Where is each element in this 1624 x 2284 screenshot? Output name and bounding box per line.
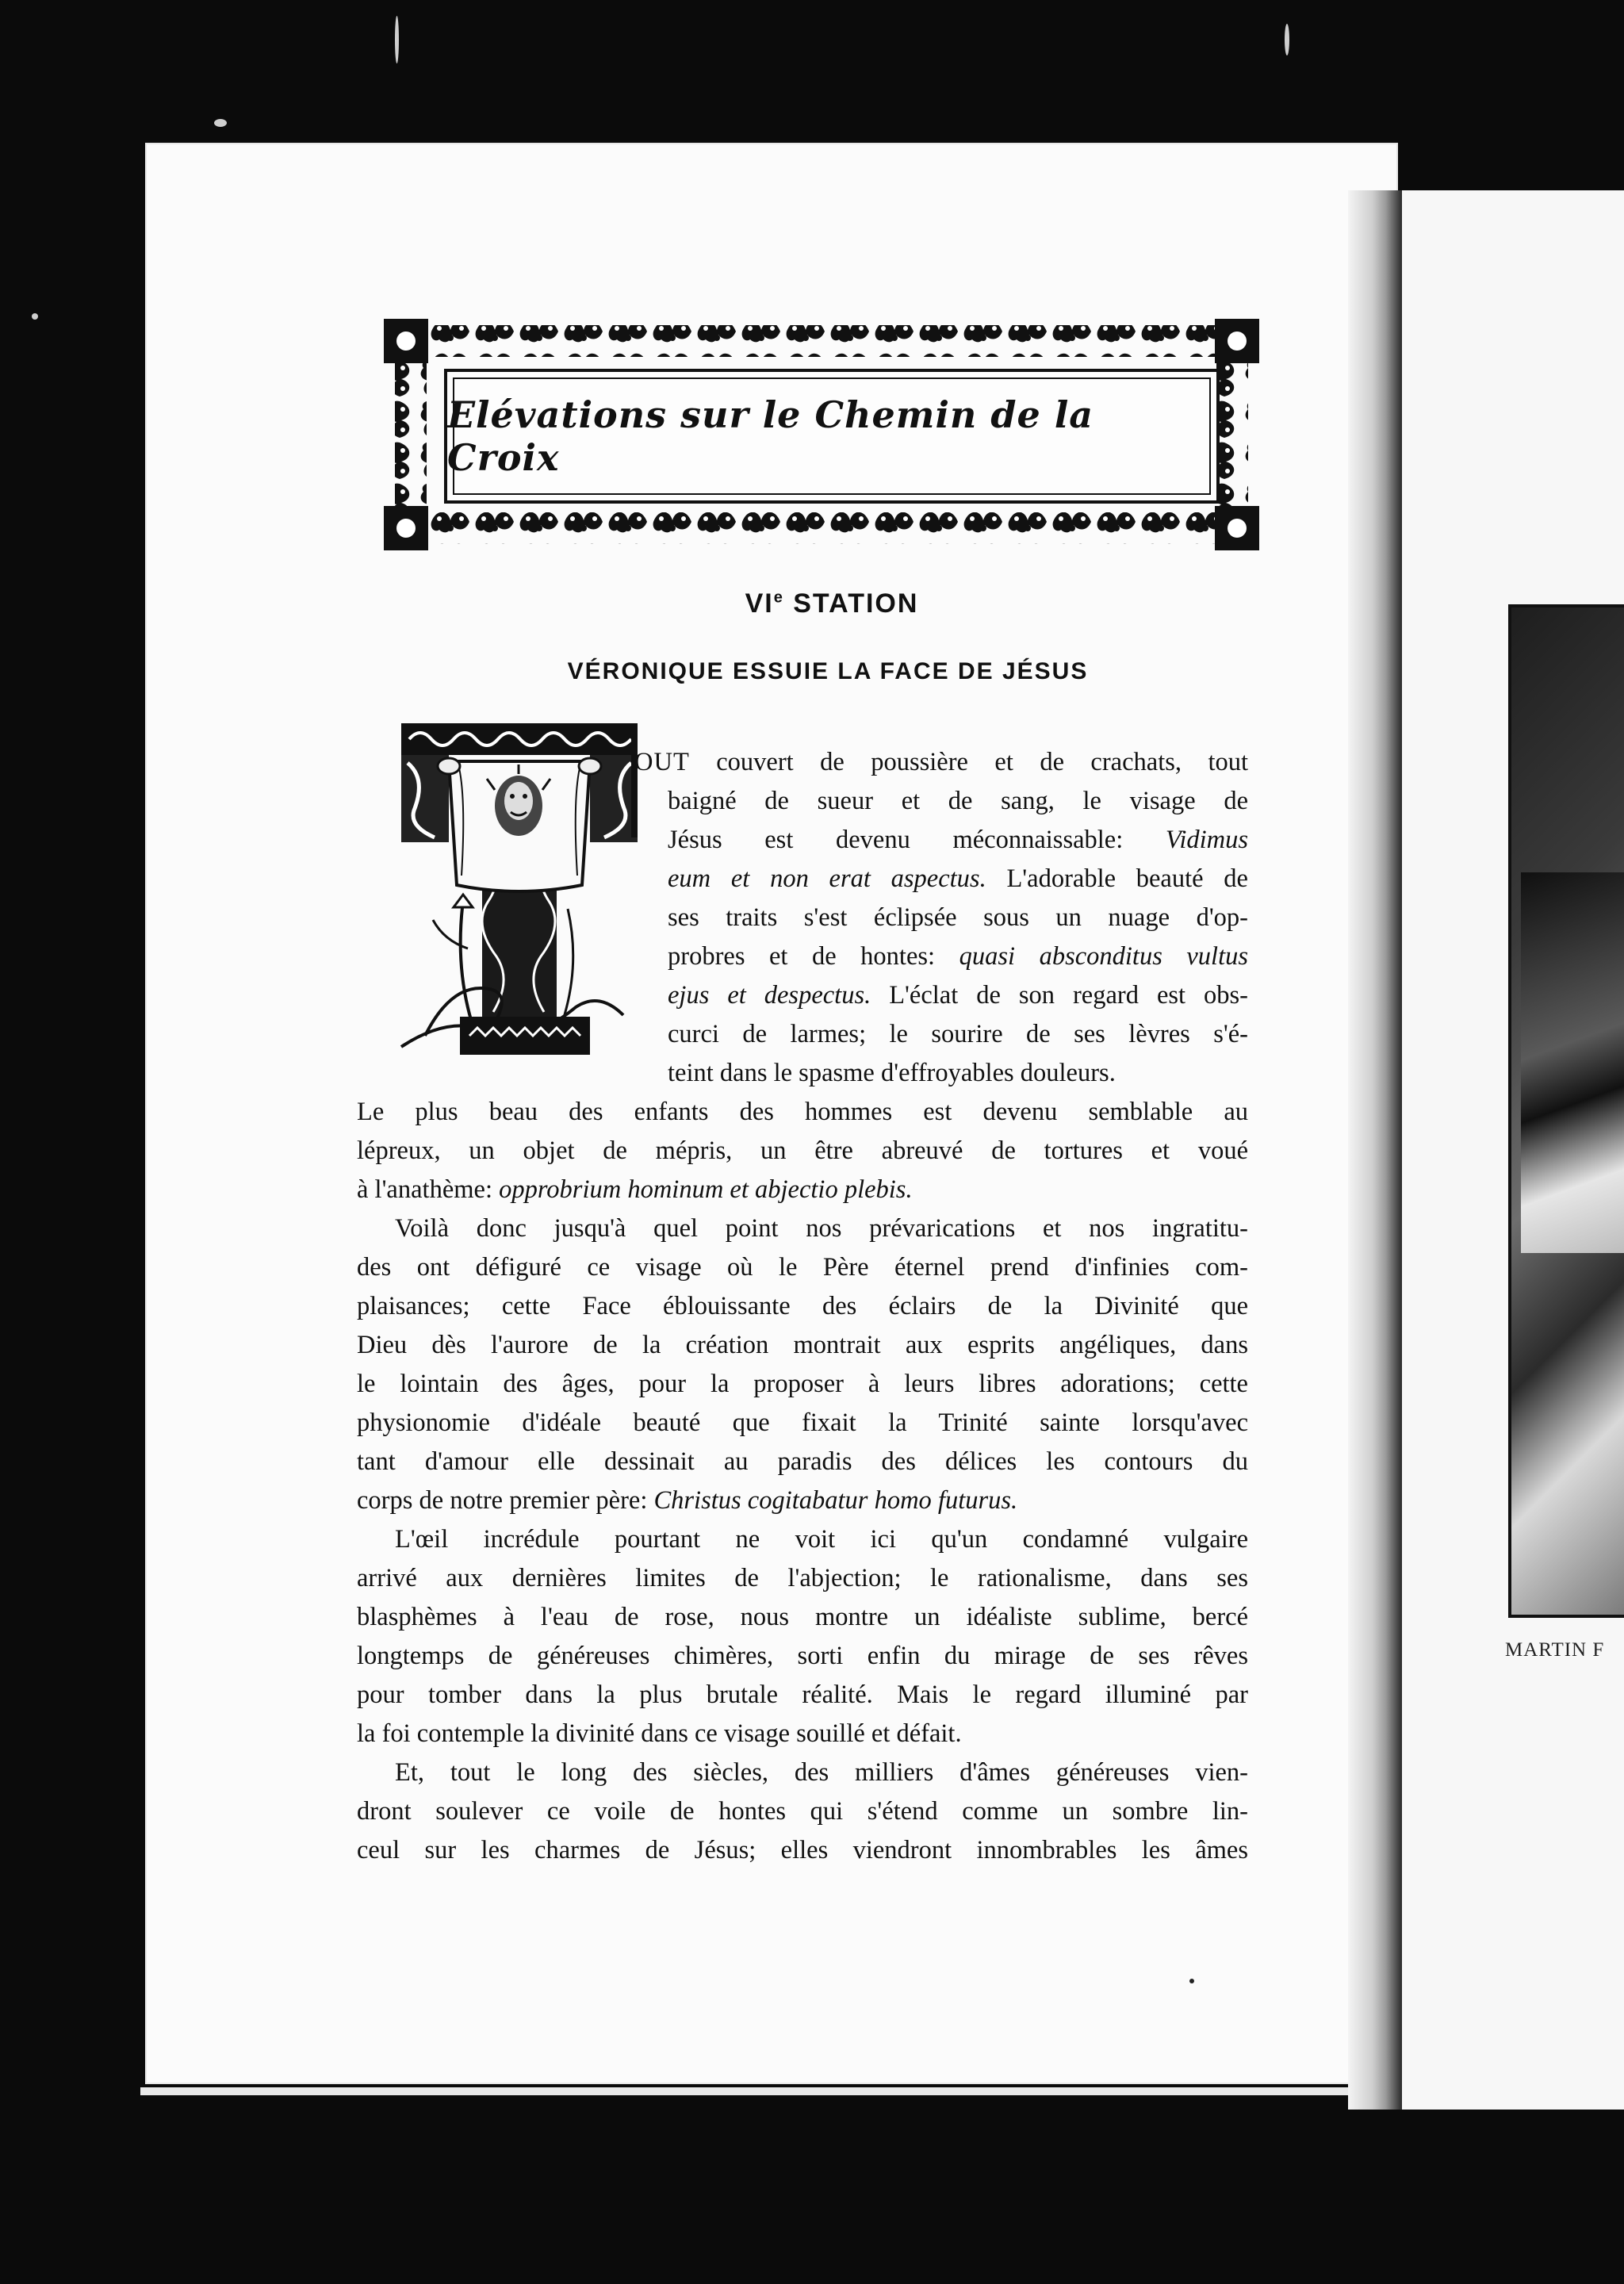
body-line — [668, 979, 1248, 1011]
scan-speck — [32, 313, 38, 320]
body-line — [357, 1407, 1248, 1439]
body-text-segment: physionomie d'idéale beauté que fixait la Trinité sainte lorsqu'avec — [357, 1408, 1248, 1437]
body-text-segment: blasphèmes à l'eau de rose, nous montre un idéaliste sublime, bercé — [357, 1603, 1248, 1631]
body-text-segment: Dieu dès l'aurore de la création montrait aux esprits angéliques, dans — [357, 1331, 1248, 1359]
body-text-segment: la foi contemple la divinité dans ce visage souillé et défait. — [357, 1719, 962, 1748]
latin-quotation: quasi absconditus vultus — [959, 942, 1249, 971]
body-line — [357, 1485, 1248, 1516]
body-text-segment: longtemps de généreuses chimères, sorti enfin du mirage de ses rêves — [357, 1642, 1248, 1670]
body-text-segment: L'œil incrédule pourtant ne voit ici qu'un condamné vulgaire — [395, 1525, 1248, 1554]
body-line — [395, 1757, 1248, 1788]
body-line — [357, 1251, 1248, 1283]
station-heading — [701, 588, 963, 619]
body-text-segment: ses traits s'est éclipsée sous un nuage d'op- — [668, 903, 1248, 932]
latin-quotation: eum et non erat aspectus. — [668, 864, 986, 893]
photo-caption — [1505, 1639, 1624, 1663]
body-text-segment: Le plus beau des enfants des hommes est devenu semblable au — [357, 1098, 1248, 1126]
book-spine — [1348, 190, 1402, 2110]
running-title: Elévations sur le Chemin de la Croix — [447, 393, 1094, 479]
body-text-segment: lépreux, un objet de mépris, un être abreuvé de tortures et voué — [357, 1136, 1248, 1165]
body-text-segment: dront soulever ce voile de hontes qui s'étend comme un sombre lin- — [357, 1797, 1248, 1826]
body-line — [357, 1679, 1248, 1711]
station-word: STATION — [783, 588, 919, 619]
body-line — [357, 1329, 1248, 1361]
running-title-box — [444, 369, 1220, 504]
drop-cap-illustration — [393, 719, 645, 1064]
body-text-segment: plaisances; cette Face éblouissante des éclairs de la Divinité que — [357, 1292, 1248, 1320]
body-line — [634, 746, 1248, 778]
latin-quotation: opprobrium hominum et abjectio plebis. — [499, 1175, 913, 1204]
body-line — [357, 1096, 1248, 1128]
body-text-segment: ceul sur les charmes de Jésus; elles viendront innombrables les âmes — [357, 1836, 1248, 1864]
body-line — [668, 824, 1248, 856]
body-line — [357, 1795, 1248, 1827]
station-numeral: VI — [745, 588, 774, 619]
station-superscript: e — [773, 588, 784, 607]
latin-quotation: Christus cogitabatur homo futurus. — [653, 1486, 1018, 1515]
body-line — [357, 1368, 1248, 1400]
body-text-segment: teint dans le spasme d'effroyables douleurs. — [668, 1059, 1116, 1087]
page-mark — [1189, 1979, 1194, 1983]
illuminated-drop-cap — [393, 719, 645, 1064]
body-text-segment: le lointain des âges, pour la proposer à leurs libres adorations; cette — [357, 1370, 1248, 1398]
body-line — [357, 1135, 1248, 1167]
body-text-segment: pour tomber dans la plus brutale réalité. Mais le regard illuminé par — [357, 1680, 1248, 1709]
body-text-segment: Et, tout le long des siècles, des milliers d'âmes généreuses vien- — [395, 1758, 1248, 1787]
body-line — [668, 1018, 1248, 1050]
body-line — [668, 902, 1248, 933]
scan-speck — [1285, 24, 1289, 56]
latin-quotation: Vidimus — [1165, 826, 1248, 854]
body-text-segment: OUT — [634, 748, 690, 776]
body-text-segment: corps de notre premier père: — [357, 1486, 654, 1515]
body-line — [357, 1174, 1248, 1205]
latin-quotation: ejus et despectus. — [668, 981, 871, 1010]
photo-caption-text: MARTIN F — [1505, 1639, 1605, 1661]
body-line — [357, 1562, 1248, 1594]
body-line — [668, 941, 1248, 972]
body-text-segment: tant d'amour elle dessinait au paradis des délices les contours du — [357, 1447, 1248, 1476]
body-line — [357, 1446, 1248, 1477]
body-line — [668, 863, 1248, 895]
station-title: VÉRONIQUE ESSUIE LA FACE DE JÉSUS — [567, 658, 1089, 684]
body-text-segment: couvert de poussière et de crachats, tout — [689, 748, 1248, 776]
body-text-segment: Voilà donc jusqu'à quel point nos prévarications et nos ingratitu- — [395, 1214, 1248, 1243]
body-line — [357, 1834, 1248, 1866]
body-line — [357, 1640, 1248, 1672]
body-line — [395, 1213, 1248, 1244]
body-text-segment: L'éclat de son regard est obs- — [871, 981, 1248, 1010]
body-line — [395, 1523, 1248, 1555]
scan-speck — [214, 119, 227, 127]
body-line — [668, 1057, 1248, 1089]
body-text-segment: baigné de sueur et de sang, le visage de — [668, 787, 1248, 815]
body-line — [668, 785, 1248, 817]
scan-speck — [395, 16, 399, 63]
body-text-segment: des ont défiguré ce visage où le Père éternel prend d'infinies com- — [357, 1253, 1248, 1282]
body-line — [357, 1290, 1248, 1322]
body-text-segment: curci de larmes; le sourire de ses lèvres s'é- — [668, 1020, 1248, 1048]
body-text-segment: probres et de hontes: — [668, 942, 959, 971]
body-line — [357, 1601, 1248, 1633]
body-text-segment: Jésus est devenu méconnaissable: — [668, 826, 1166, 854]
body-line — [357, 1718, 1248, 1749]
body-text-segment: arrivé aux dernières limites de l'abjection; le rationalisme, dans ses — [357, 1564, 1248, 1592]
body-text-segment: L'adorable beauté de — [986, 864, 1248, 893]
photograph-detail — [1521, 872, 1624, 1253]
body-text-segment: à l'anathème: — [357, 1175, 500, 1204]
